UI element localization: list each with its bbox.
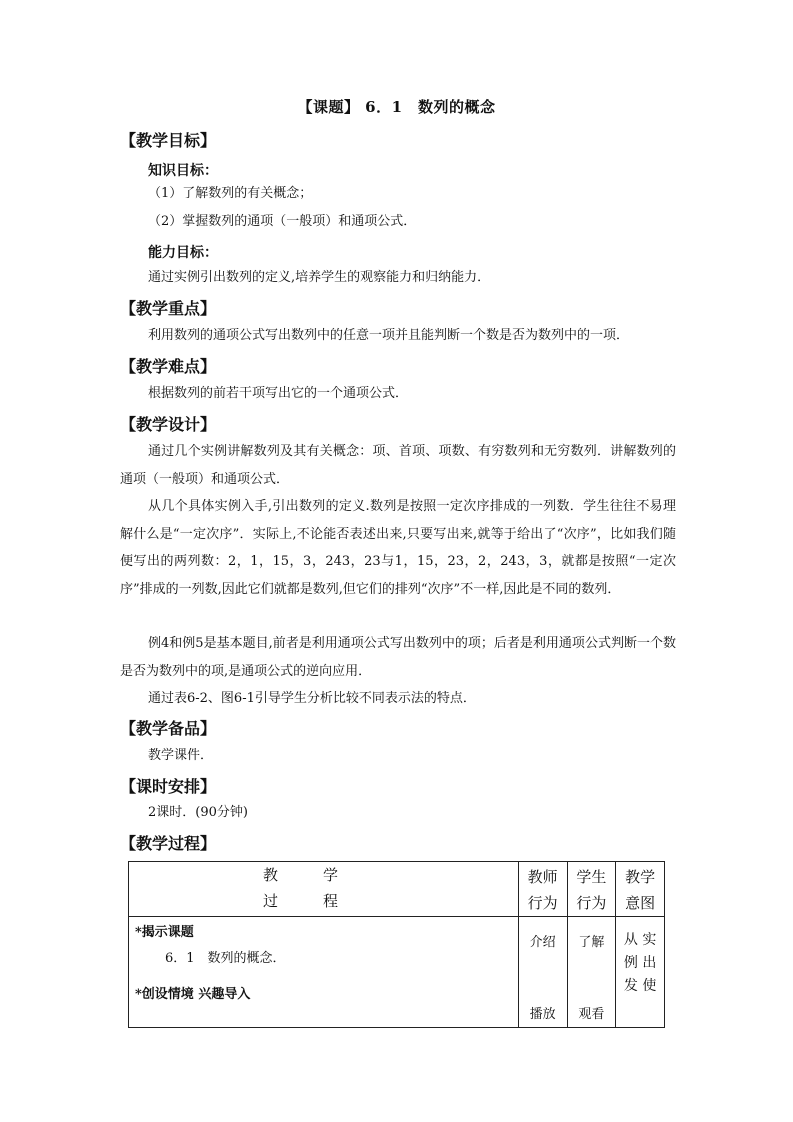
header-teacher-line2: 行为: [527, 894, 558, 912]
header-process-line2: 过 程: [263, 892, 339, 910]
process-line-reveal-topic: *揭示课题: [135, 925, 194, 940]
process-content-cell: [129, 917, 519, 1028]
materials-text: 教学课件．: [148, 748, 214, 763]
heading-materials: 【教学备品】: [120, 719, 217, 738]
header-process-line1: 教 学: [263, 866, 339, 884]
intent-line-2: 例 出: [623, 955, 657, 971]
header-intent-line1: 教学: [625, 868, 656, 886]
table-row: [129, 917, 665, 1028]
knowledge-item-2: （2）掌握数列的通项（一般项）和通项公式．: [148, 214, 417, 229]
process-line-topic-name: 6．1 数列的概念．: [165, 951, 286, 966]
process-table: [128, 861, 665, 1028]
knowledge-label: 知识目标：: [148, 163, 218, 179]
intent-cell: [616, 917, 665, 1028]
header-student-line2: 行为: [576, 894, 607, 912]
heading-difficulties: 【教学难点】: [120, 357, 217, 376]
student-action-1: 了解: [578, 935, 605, 950]
lesson-title: 【课题】 6．1 数列的概念: [297, 98, 496, 116]
design-paragraph-4: 通过表6-2、图6-1引导学生分析比较不同表示法的特点．: [148, 691, 476, 706]
student-action-cell: [567, 917, 616, 1028]
difficulties-text: 根据数列的前若干项写出它的一个通项公式．: [148, 386, 409, 401]
table-header-row: [129, 862, 665, 917]
teacher-action-cell: [518, 917, 567, 1028]
heading-objectives: 【教学目标】: [120, 131, 217, 150]
header-student-cell: [567, 862, 616, 917]
header-process-cell: [129, 862, 519, 917]
header-intent-line2: 意图: [625, 894, 656, 912]
process-line-scenario: *创设情境 兴趣导入: [135, 987, 251, 1002]
teacher-action-2: 播放: [529, 1007, 556, 1022]
header-intent-cell: [616, 862, 665, 917]
teacher-action-1: 介绍: [529, 935, 556, 950]
header-teacher-cell: [518, 862, 567, 917]
design-paragraph-2: 从几个具体实例入手,引出数列的定义.数列是按照一定次序排成的一列数．学生往往不易理解什么是“一定次序”．实际上,不论能否表述出来,只要写出来,就等于给出了“次序”，比如我们随便写出的两列数：2，1，15，3，243，23与1，15，23，2，243，3，就都是按照“一定次序”排成的一列数,因此它们就都是数列,但它们的排列“次序”不一样,因此是不同的数列．: [120, 499, 676, 597]
design-paragraph-3: 例4和例5是基本题目,前者是利用通项公式写出数列中的项；后者是利用通项公式判断一个数是否为数列中的项,是通项公式的逆向应用．: [120, 636, 676, 679]
ability-label: 能力目标：: [148, 245, 218, 261]
intent-line-1: 从 实: [623, 932, 657, 948]
key-points-text: 利用数列的通项公式写出数列中的任意一项并且能判断一个数是否为数列中的一项．: [148, 328, 630, 343]
header-student-line1: 学生: [576, 868, 607, 886]
heading-process: 【教学过程】: [120, 834, 217, 853]
intent-line-3: 发 使: [623, 978, 657, 994]
heading-schedule: 【课时安排】: [120, 777, 217, 796]
student-action-2: 观看: [578, 1007, 605, 1022]
design-paragraph-1: 通过几个实例讲解数列及其有关概念：项、首项、项数、有穷数列和无穷数列．讲解数列的通项（一般项）和通项公式．: [120, 444, 676, 487]
ability-text: 通过实例引出数列的定义,培养学生的观察能力和归纳能力．: [148, 270, 491, 285]
heading-key-points: 【教学重点】: [120, 299, 217, 318]
heading-design: 【教学设计】: [120, 415, 217, 434]
schedule-text: 2课时．(90分钟): [148, 805, 248, 820]
header-teacher-line1: 教师: [527, 868, 558, 886]
knowledge-item-1: （1）了解数列的有关概念；: [148, 186, 313, 201]
